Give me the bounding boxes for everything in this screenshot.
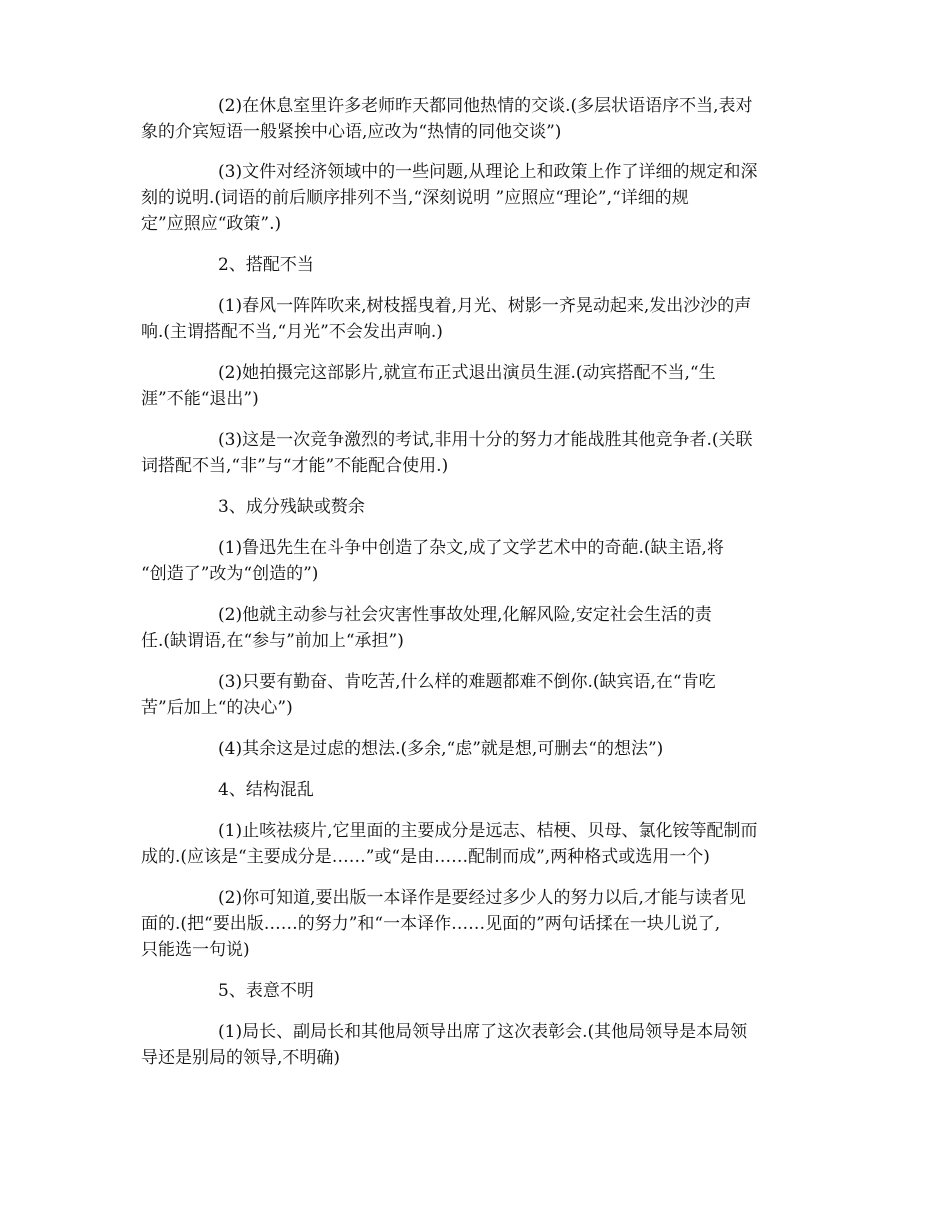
paragraph-line: 涯”不能“退出”) <box>141 389 259 409</box>
paragraph-line: (2)她拍摄完这部影片,就宣布正式退出演员生涯.(动宾搭配不当,“生 <box>218 363 716 383</box>
paragraph-line: (3)这是一次竞争激烈的考试,非用十分的努力才能战胜其他竞争者.(关联 <box>218 430 753 450</box>
paragraph-line: “创造了”改为“创造的”) <box>141 564 319 584</box>
section-heading: 3、成分残缺或赘余 <box>218 497 365 517</box>
paragraph-line: (1)局长、副局长和其他局领导出席了这次表彰会.(其他局领导是本局领 <box>218 1022 748 1042</box>
paragraph-line: 苦”后加上“的决心”) <box>141 698 293 718</box>
paragraph-line: (4)其余这是过虑的想法.(多余,“虑”就是想,可删去“的想法”) <box>218 739 664 759</box>
paragraph-line: 刻的说明.(词语的前后顺序排列不当,“深刻说明 ”应照应“理论”,“详细的规 <box>141 188 689 208</box>
paragraph-line: 面的.(把“要出版……的努力”和“一本译作……见面的”两句话揉在一块儿说了, <box>141 914 721 934</box>
paragraph-line: 只能选一句说) <box>141 940 250 960</box>
paragraph-line: (2)在休息室里许多老师昨天都同他热情的交谈.(多层状语语序不当,表对 <box>218 96 753 116</box>
paragraph-line: (1)春风一阵阵吹来,树枝摇曳着,月光、树影一齐晃动起来,发出沙沙的声 <box>218 296 752 316</box>
paragraph-line: 成的.(应该是“主要成分是……”或“是由……配制而成”,两种格式或选用一个) <box>141 847 710 867</box>
paragraph-line: 象的介宾短语一般紧挨中心语,应改为“热情的同他交谈”) <box>141 122 562 142</box>
paragraph-line: 响.(主谓搭配不当,“月光”不会发出声响.) <box>141 322 443 342</box>
paragraph-line: (3)文件对经济领域中的一些问题,从理论上和政策上作了详细的规定和深 <box>218 162 758 182</box>
paragraph-line: (2)你可知道,要出版一本译作是要经过多少人的努力以后,才能与读者见 <box>218 888 746 908</box>
section-heading: 5、表意不明 <box>218 981 314 1001</box>
paragraph-line: (2)他就主动参与社会灾害性事故处理,化解风险,安定社会生活的责 <box>218 605 712 625</box>
paragraph-line: (1)鲁迅先生在斗争中创造了杂文,成了文学艺术中的奇葩.(缺主语,将 <box>218 538 724 558</box>
paragraph-line: 词搭配不当,“非”与“才能”不能配合使用.) <box>141 456 449 476</box>
paragraph-line: 任.(缺谓语,在“参与”前加上“承担”) <box>141 631 404 651</box>
paragraph-line: 定”应照应“政策”.) <box>141 214 282 234</box>
paragraph-line: (1)止咳祛痰片,它里面的主要成分是远志、桔梗、贝母、氯化铵等配制而 <box>218 821 758 841</box>
section-heading: 4、结构混乱 <box>218 780 314 800</box>
section-heading: 2、搭配不当 <box>218 255 314 275</box>
paragraph-line: (3)只要有勤奋、肯吃苦,什么样的难题都难不倒你.(缺宾语,在“肯吃 <box>218 672 716 692</box>
paragraph-line: 导还是别局的领导,不明确) <box>141 1048 341 1068</box>
